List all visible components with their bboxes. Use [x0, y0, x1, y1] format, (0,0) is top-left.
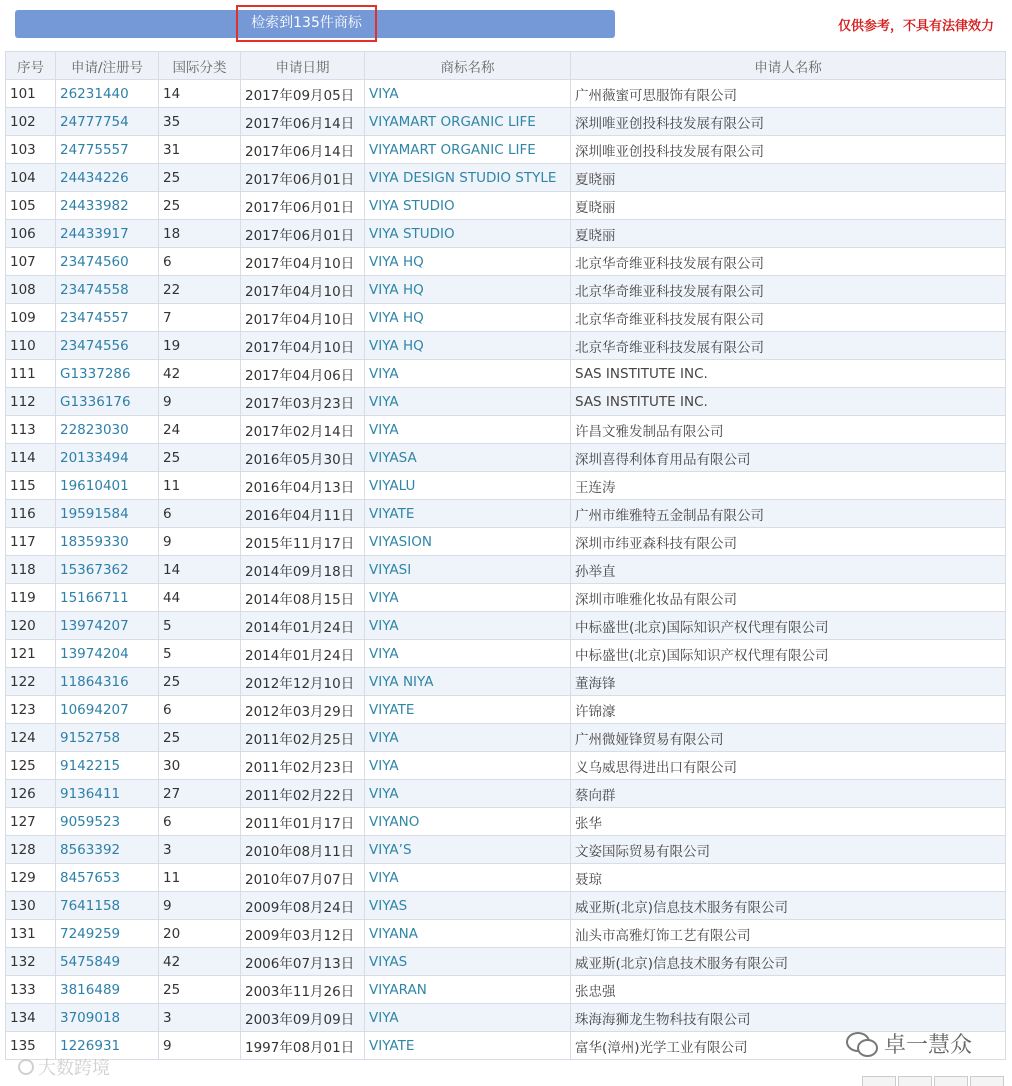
cell-reg-number-link[interactable]: 19610401 — [56, 472, 159, 500]
result-count-label: 检索到135件商标 — [236, 5, 377, 42]
cell-date: 2017年04月10日 — [241, 304, 365, 332]
cell-class: 5 — [159, 612, 241, 640]
cell-date: 2003年11月26日 — [241, 976, 365, 1004]
cell-mark-name[interactable]: VIYA HQ — [365, 248, 571, 276]
table-row[interactable] — [6, 416, 1006, 444]
column-header-reg-number[interactable]: 申请/注册号 — [56, 52, 159, 80]
cell-applicant: 夏晓丽 — [571, 220, 1006, 248]
cell-applicant: 珠海海狮龙生物科技有限公司 — [571, 1004, 1006, 1032]
table-row[interactable] — [6, 948, 1006, 976]
table-body — [6, 80, 1006, 1060]
cell-applicant: 孙举直 — [571, 556, 1006, 584]
table-row[interactable] — [6, 276, 1006, 304]
cell-date: 2017年04月10日 — [241, 276, 365, 304]
cell-applicant: 聂琼 — [571, 864, 1006, 892]
cell-index: 120 — [6, 612, 56, 640]
table-row[interactable] — [6, 668, 1006, 696]
cell-date: 2017年09月05日 — [241, 80, 365, 108]
cell-date: 2014年01月24日 — [241, 640, 365, 668]
table-row[interactable] — [6, 192, 1006, 220]
cell-reg-number-link[interactable]: 10694207 — [56, 696, 159, 724]
cell-mark-name[interactable]: VIYA STUDIO — [365, 192, 571, 220]
cell-index: 109 — [6, 304, 56, 332]
left-watermark-text: 大数跨境 — [38, 1058, 110, 1079]
table-row[interactable] — [6, 500, 1006, 528]
cell-reg-number-link[interactable]: 13974207 — [56, 612, 159, 640]
cell-mark-name[interactable]: VIYA — [365, 388, 571, 416]
cell-class: 25 — [159, 192, 241, 220]
cell-index: 101 — [6, 80, 56, 108]
cell-index: 122 — [6, 668, 56, 696]
cell-date: 2003年09月09日 — [241, 1004, 365, 1032]
cell-date: 2011年02月22日 — [241, 780, 365, 808]
cell-index: 128 — [6, 836, 56, 864]
cell-date: 2009年08月24日 — [241, 892, 365, 920]
cell-applicant: 北京华奇维亚科技发展有限公司 — [571, 332, 1006, 360]
cell-date: 2014年08月15日 — [241, 584, 365, 612]
cell-mark-name[interactable]: VIYA — [365, 584, 571, 612]
cell-index: 117 — [6, 528, 56, 556]
cell-applicant: SAS INSTITUTE INC. — [571, 360, 1006, 388]
table-row[interactable] — [6, 864, 1006, 892]
cell-reg-number-link[interactable]: G1336176 — [56, 388, 159, 416]
table-row[interactable] — [6, 752, 1006, 780]
cell-reg-number-link[interactable]: 26231440 — [56, 80, 159, 108]
table-row[interactable] — [6, 444, 1006, 472]
cell-index: 121 — [6, 640, 56, 668]
table-row[interactable] — [6, 472, 1006, 500]
table-row[interactable] — [6, 612, 1006, 640]
cell-mark-name[interactable]: VIYA — [365, 612, 571, 640]
cell-applicant: 广州微娅锋贸易有限公司 — [571, 724, 1006, 752]
cell-reg-number-link[interactable]: 23474556 — [56, 332, 159, 360]
column-header-applicant[interactable]: 申请人名称 — [571, 52, 1006, 80]
cell-date: 2012年12月10日 — [241, 668, 365, 696]
cell-class: 20 — [159, 920, 241, 948]
cell-mark-name[interactable]: VIYA’S — [365, 836, 571, 864]
cell-applicant: 深圳喜得利体育用品有限公司 — [571, 444, 1006, 472]
cell-class: 44 — [159, 584, 241, 612]
cell-mark-name[interactable]: VIYA — [365, 360, 571, 388]
cell-index: 127 — [6, 808, 56, 836]
cell-index: 125 — [6, 752, 56, 780]
wechat-icon — [846, 1032, 876, 1056]
cell-index: 134 — [6, 1004, 56, 1032]
cell-reg-number-link[interactable]: 3709018 — [56, 1004, 159, 1032]
cell-applicant: 夏晓丽 — [571, 164, 1006, 192]
cell-mark-name[interactable]: VIYA HQ — [365, 276, 571, 304]
disclaimer-text: 仅供参考，不具有法律效力 — [837, 19, 994, 34]
cell-class: 42 — [159, 948, 241, 976]
cell-date: 2017年06月01日 — [241, 164, 365, 192]
cell-reg-number-link[interactable]: 23474557 — [56, 304, 159, 332]
cell-mark-name[interactable]: VIYA DESIGN STUDIO STYLE — [365, 164, 571, 192]
table-row[interactable] — [6, 976, 1006, 1004]
cell-date: 2006年07月13日 — [241, 948, 365, 976]
cell-index: 130 — [6, 892, 56, 920]
cell-reg-number-link[interactable]: 7641158 — [56, 892, 159, 920]
cell-applicant: 董海锋 — [571, 668, 1006, 696]
cell-class: 25 — [159, 444, 241, 472]
cell-applicant: 深圳唯亚创投科技发展有限公司 — [571, 108, 1006, 136]
cell-applicant: 广州市维雅特五金制品有限公司 — [571, 500, 1006, 528]
cell-date: 2016年04月13日 — [241, 472, 365, 500]
table-row[interactable] — [6, 920, 1006, 948]
cell-class: 22 — [159, 276, 241, 304]
pager-button[interactable] — [934, 1076, 968, 1086]
cell-class: 14 — [159, 80, 241, 108]
cell-index: 113 — [6, 416, 56, 444]
cell-class: 25 — [159, 668, 241, 696]
cell-class: 6 — [159, 500, 241, 528]
cell-class: 31 — [159, 136, 241, 164]
cell-reg-number-link[interactable]: 24433982 — [56, 192, 159, 220]
table-header-row — [6, 52, 1006, 80]
cell-applicant: 威亚斯(北京)信息技术服务有限公司 — [571, 892, 1006, 920]
cell-applicant: 张华 — [571, 808, 1006, 836]
table-row[interactable] — [6, 836, 1006, 864]
cell-reg-number-link[interactable]: 8457653 — [56, 864, 159, 892]
cell-reg-number-link[interactable]: 24433917 — [56, 220, 159, 248]
cell-index: 118 — [6, 556, 56, 584]
cell-applicant: 文姿国际贸易有限公司 — [571, 836, 1006, 864]
cell-reg-number-link[interactable]: 9136411 — [56, 780, 159, 808]
cell-class: 30 — [159, 752, 241, 780]
cell-reg-number-link[interactable]: 20133494 — [56, 444, 159, 472]
cell-date: 2014年09月18日 — [241, 556, 365, 584]
cell-mark-name[interactable]: VIYASA — [365, 444, 571, 472]
cell-applicant: 王连涛 — [571, 472, 1006, 500]
cell-mark-name[interactable]: VIYAMART ORGANIC LIFE — [365, 108, 571, 136]
cell-class: 9 — [159, 388, 241, 416]
cell-mark-name[interactable]: VIYANA — [365, 920, 571, 948]
cell-index: 102 — [6, 108, 56, 136]
cell-mark-name[interactable]: VIYA STUDIO — [365, 220, 571, 248]
cell-mark-name[interactable]: VIYA — [365, 864, 571, 892]
cell-index: 133 — [6, 976, 56, 1004]
table-row[interactable] — [6, 808, 1006, 836]
trademark-table — [5, 51, 1006, 1060]
cell-applicant: 深圳唯亚创投科技发展有限公司 — [571, 136, 1006, 164]
cell-applicant: 夏晓丽 — [571, 192, 1006, 220]
left-watermark — [18, 1054, 110, 1080]
cell-reg-number-link[interactable]: 5475849 — [56, 948, 159, 976]
cell-applicant: 许锦濠 — [571, 696, 1006, 724]
cell-applicant: 中标盛世(北京)国际知识产权代理有限公司 — [571, 640, 1006, 668]
pagination — [862, 1076, 1004, 1086]
cell-class: 35 — [159, 108, 241, 136]
cell-class: 9 — [159, 1032, 241, 1060]
table-row[interactable] — [6, 108, 1006, 136]
cell-date: 2011年01月17日 — [241, 808, 365, 836]
cell-reg-number-link[interactable]: 11864316 — [56, 668, 159, 696]
top-bar — [0, 0, 1012, 50]
cell-reg-number-link[interactable]: 19591584 — [56, 500, 159, 528]
table-row[interactable] — [6, 332, 1006, 360]
table-row[interactable] — [6, 164, 1006, 192]
cell-date: 2016年04月11日 — [241, 500, 365, 528]
cell-applicant: 广州薇蜜可思服饰有限公司 — [571, 80, 1006, 108]
cell-mark-name[interactable]: VIYATE — [365, 500, 571, 528]
cell-applicant: 深圳市纬亚森科技有限公司 — [571, 528, 1006, 556]
circle-logo-icon — [18, 1059, 34, 1075]
cell-class: 25 — [159, 976, 241, 1004]
cell-index: 119 — [6, 584, 56, 612]
cell-mark-name[interactable]: VIYASION — [365, 528, 571, 556]
cell-reg-number-link[interactable]: G1337286 — [56, 360, 159, 388]
table-row[interactable] — [6, 584, 1006, 612]
table-row[interactable] — [6, 248, 1006, 276]
cell-class: 7 — [159, 304, 241, 332]
table-row[interactable] — [6, 136, 1006, 164]
cell-mark-name[interactable]: VIYA NIYA — [365, 668, 571, 696]
cell-class: 14 — [159, 556, 241, 584]
cell-date: 2017年06月14日 — [241, 136, 365, 164]
cell-reg-number-link[interactable]: 15367362 — [56, 556, 159, 584]
cell-mark-name[interactable]: VIYA — [365, 724, 571, 752]
cell-class: 19 — [159, 332, 241, 360]
cell-date: 2011年02月25日 — [241, 724, 365, 752]
cell-date: 2017年04月06日 — [241, 360, 365, 388]
cell-date: 2009年03月12日 — [241, 920, 365, 948]
cell-mark-name[interactable]: VIYA — [365, 640, 571, 668]
cell-index: 123 — [6, 696, 56, 724]
cell-mark-name[interactable]: VIYATE — [365, 696, 571, 724]
cell-reg-number-link[interactable]: 24777754 — [56, 108, 159, 136]
cell-class: 6 — [159, 696, 241, 724]
cell-reg-number-link[interactable]: 24434226 — [56, 164, 159, 192]
table-row[interactable] — [6, 640, 1006, 668]
cell-class: 6 — [159, 248, 241, 276]
cell-applicant: 张忠强 — [571, 976, 1006, 1004]
column-header-class[interactable]: 国际分类 — [159, 52, 241, 80]
cell-mark-name[interactable]: VIYA HQ — [365, 332, 571, 360]
cell-mark-name[interactable]: VIYA — [365, 416, 571, 444]
cell-mark-name[interactable]: VIYAS — [365, 948, 571, 976]
table-row[interactable] — [6, 696, 1006, 724]
cell-index: 112 — [6, 388, 56, 416]
cell-applicant: 富华(漳州)光学工业有限公司 — [571, 1032, 1006, 1060]
cell-index: 103 — [6, 136, 56, 164]
cell-reg-number-link[interactable]: 13974204 — [56, 640, 159, 668]
cell-index: 131 — [6, 920, 56, 948]
cell-index: 106 — [6, 220, 56, 248]
cell-class: 3 — [159, 1004, 241, 1032]
cell-applicant: 北京华奇维亚科技发展有限公司 — [571, 304, 1006, 332]
cell-date: 2017年02月14日 — [241, 416, 365, 444]
table-row[interactable] — [6, 80, 1006, 108]
cell-class: 5 — [159, 640, 241, 668]
cell-class: 18 — [159, 220, 241, 248]
cell-reg-number-link[interactable]: 3816489 — [56, 976, 159, 1004]
table-row[interactable] — [6, 304, 1006, 332]
cell-class: 3 — [159, 836, 241, 864]
cell-reg-number-link[interactable]: 1226931 — [56, 1032, 159, 1060]
cell-class: 27 — [159, 780, 241, 808]
cell-mark-name[interactable]: VIYA — [365, 780, 571, 808]
cell-index: 111 — [6, 360, 56, 388]
cell-class: 25 — [159, 724, 241, 752]
cell-index: 108 — [6, 276, 56, 304]
cell-reg-number-link[interactable]: 9059523 — [56, 808, 159, 836]
cell-date: 2010年08月11日 — [241, 836, 365, 864]
cell-reg-number-link[interactable]: 24775557 — [56, 136, 159, 164]
cell-date: 2011年02月23日 — [241, 752, 365, 780]
cell-reg-number-link[interactable]: 8563392 — [56, 836, 159, 864]
pager-button[interactable] — [970, 1076, 1004, 1086]
cell-index: 135 — [6, 1032, 56, 1060]
cell-date: 2015年11月17日 — [241, 528, 365, 556]
right-watermark — [846, 1028, 972, 1059]
cell-index: 116 — [6, 500, 56, 528]
right-watermark-text: 卓一慧众 — [884, 1033, 973, 1058]
cell-class: 9 — [159, 892, 241, 920]
column-header-mark-name[interactable]: 商标名称 — [365, 52, 571, 80]
table-row[interactable] — [6, 528, 1006, 556]
cell-index: 115 — [6, 472, 56, 500]
cell-applicant: 义乌威思得进出口有限公司 — [571, 752, 1006, 780]
cell-applicant: SAS INSTITUTE INC. — [571, 388, 1006, 416]
cell-date: 2017年06月14日 — [241, 108, 365, 136]
cell-applicant: 深圳市唯雅化妆品有限公司 — [571, 584, 1006, 612]
cell-mark-name[interactable]: VIYA — [365, 752, 571, 780]
cell-applicant: 威亚斯(北京)信息技术服务有限公司 — [571, 948, 1006, 976]
table-row[interactable] — [6, 220, 1006, 248]
cell-reg-number-link[interactable]: 23474558 — [56, 276, 159, 304]
cell-date: 2017年03月23日 — [241, 388, 365, 416]
cell-date: 2016年05月30日 — [241, 444, 365, 472]
cell-reg-number-link[interactable]: 7249259 — [56, 920, 159, 948]
cell-index: 114 — [6, 444, 56, 472]
cell-applicant: 许昌文雅发制品有限公司 — [571, 416, 1006, 444]
cell-applicant: 中标盛世(北京)国际知识产权代理有限公司 — [571, 612, 1006, 640]
table-row[interactable] — [6, 892, 1006, 920]
cell-class: 11 — [159, 864, 241, 892]
pager-button[interactable] — [898, 1076, 932, 1086]
table-row[interactable] — [6, 388, 1006, 416]
cell-applicant: 汕头市高雅灯饰工艺有限公司 — [571, 920, 1006, 948]
cell-mark-name[interactable]: VIYA — [365, 80, 571, 108]
cell-mark-name[interactable]: VIYA HQ — [365, 304, 571, 332]
cell-class: 6 — [159, 808, 241, 836]
cell-date: 2017年06月01日 — [241, 220, 365, 248]
pager-button[interactable] — [862, 1076, 896, 1086]
cell-reg-number-link[interactable]: 15166711 — [56, 584, 159, 612]
table-row[interactable] — [6, 724, 1006, 752]
table-row[interactable] — [6, 556, 1006, 584]
table-row[interactable] — [6, 360, 1006, 388]
cell-class: 9 — [159, 528, 241, 556]
cell-index: 104 — [6, 164, 56, 192]
cell-index: 107 — [6, 248, 56, 276]
cell-date: 1997年08月01日 — [241, 1032, 365, 1060]
cell-date: 2017年04月10日 — [241, 248, 365, 276]
cell-date: 2012年03月29日 — [241, 696, 365, 724]
cell-reg-number-link[interactable]: 9152758 — [56, 724, 159, 752]
column-header-date[interactable]: 申请日期 — [241, 52, 365, 80]
cell-mark-name[interactable]: VIYAS — [365, 892, 571, 920]
cell-date: 2010年07月07日 — [241, 864, 365, 892]
cell-mark-name[interactable]: VIYATE — [365, 1032, 571, 1060]
cell-applicant: 蔡向群 — [571, 780, 1006, 808]
cell-applicant: 北京华奇维亚科技发展有限公司 — [571, 248, 1006, 276]
cell-index: 105 — [6, 192, 56, 220]
cell-applicant: 北京华奇维亚科技发展有限公司 — [571, 276, 1006, 304]
cell-index: 129 — [6, 864, 56, 892]
cell-index: 132 — [6, 948, 56, 976]
cell-index: 126 — [6, 780, 56, 808]
cell-date: 2017年06月01日 — [241, 192, 365, 220]
table-row[interactable] — [6, 780, 1006, 808]
cell-reg-number-link[interactable]: 23474560 — [56, 248, 159, 276]
cell-index: 110 — [6, 332, 56, 360]
cell-reg-number-link[interactable]: 9142215 — [56, 752, 159, 780]
cell-mark-name[interactable]: VIYASI — [365, 556, 571, 584]
cell-class: 11 — [159, 472, 241, 500]
column-header-index[interactable]: 序号 — [6, 52, 56, 80]
cell-reg-number-link[interactable]: 18359330 — [56, 528, 159, 556]
cell-class: 25 — [159, 164, 241, 192]
cell-mark-name[interactable]: VIYARAN — [365, 976, 571, 1004]
cell-mark-name[interactable]: VIYA — [365, 1004, 571, 1032]
cell-class: 42 — [159, 360, 241, 388]
cell-mark-name[interactable]: VIYALU — [365, 472, 571, 500]
cell-date: 2014年01月24日 — [241, 612, 365, 640]
cell-date: 2017年04月10日 — [241, 332, 365, 360]
cell-mark-name[interactable]: VIYANO — [365, 808, 571, 836]
cell-index: 124 — [6, 724, 56, 752]
cell-reg-number-link[interactable]: 22823030 — [56, 416, 159, 444]
cell-class: 24 — [159, 416, 241, 444]
cell-mark-name[interactable]: VIYAMART ORGANIC LIFE — [365, 136, 571, 164]
